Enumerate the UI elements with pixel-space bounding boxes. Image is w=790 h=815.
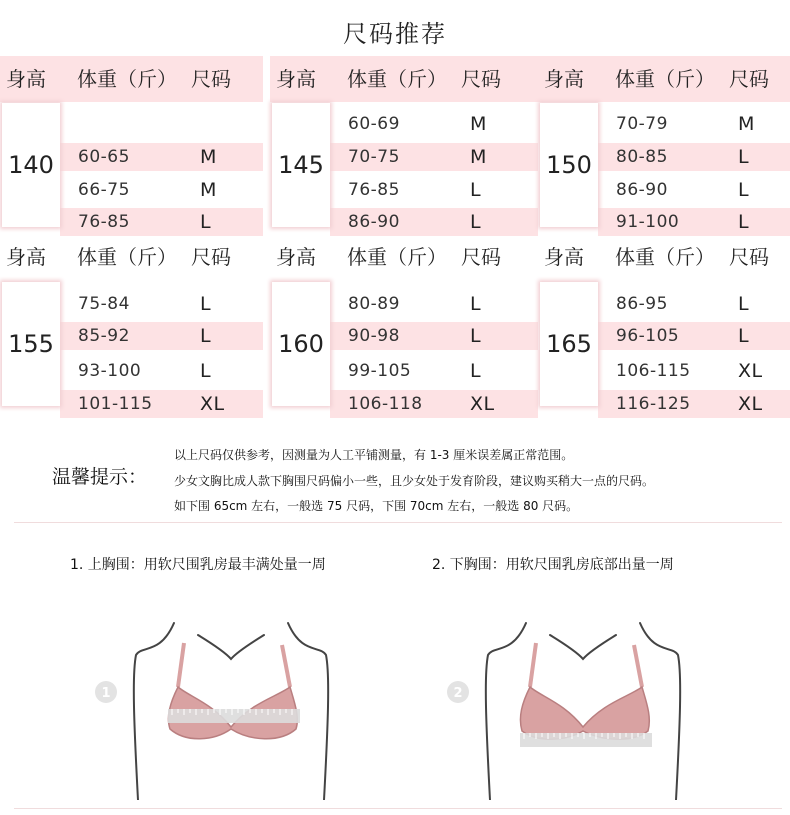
weight-cell: 66-75 — [78, 180, 130, 200]
size-cell: M — [200, 179, 217, 201]
weight-cell: 106-115 — [616, 361, 691, 381]
height-box — [2, 282, 60, 406]
height-value: 150 — [546, 151, 592, 179]
header-height: 身高 — [276, 245, 316, 269]
height-value: 165 — [546, 330, 592, 358]
weight-cell: 91-100 — [616, 212, 680, 232]
weight-cell: 70-75 — [348, 147, 400, 167]
weight-cell: 106-118 — [348, 394, 423, 414]
header-size: 尺码 — [461, 245, 501, 269]
size-cell: XL — [738, 360, 763, 382]
height-value: 145 — [278, 151, 324, 179]
weight-cell: 86-95 — [616, 294, 668, 314]
weight-cell: 96-105 — [616, 326, 680, 346]
tips-label: 温馨提示： — [52, 466, 148, 488]
size-cell: M — [470, 113, 487, 135]
header-weight: 体重（斤） — [615, 67, 715, 91]
weight-cell: 90-98 — [348, 326, 400, 346]
size-cell: L — [470, 211, 482, 233]
height-value: 140 — [8, 151, 54, 179]
header-height: 身高 — [544, 245, 584, 269]
weight-cell: 101-115 — [78, 394, 153, 414]
weight-cell: 116-125 — [616, 394, 691, 414]
size-cell: XL — [470, 393, 495, 415]
tip-line-3: 如下围 65cm 左右，一般选 75 尺码，下围 70cm 左右，一般选 80 尺码。 — [174, 499, 579, 513]
height-value: 160 — [278, 330, 324, 358]
bottom-divider — [14, 808, 782, 809]
weight-cell: 86-90 — [348, 212, 400, 232]
under-bust-illustration — [438, 615, 728, 800]
divider — [14, 522, 782, 523]
header-height: 身高 — [544, 67, 584, 91]
height-value: 155 — [8, 330, 54, 358]
weight-cell: 99-105 — [348, 361, 412, 381]
size-cell: L — [200, 211, 212, 233]
size-cell: L — [738, 179, 750, 201]
size-cell: L — [470, 360, 482, 382]
size-cell: M — [738, 113, 755, 135]
weight-cell: 60-65 — [78, 147, 130, 167]
size-cell: L — [738, 146, 750, 168]
size-cell: L — [738, 325, 750, 347]
measure-caption-2: 2. 下胸围：用软尺围乳房底部出量一周 — [432, 557, 674, 573]
page-title: 尺码推荐 — [343, 20, 447, 48]
header-size: 尺码 — [191, 245, 231, 269]
size-cell: L — [738, 293, 750, 315]
size-cell: L — [470, 325, 482, 347]
weight-cell: 93-100 — [78, 361, 142, 381]
header-size: 尺码 — [729, 67, 769, 91]
weight-cell: 86-90 — [616, 180, 668, 200]
tip-line-1: 以上尺码仅供参考，因测量为人工平铺测量，有 1-3 厘米误差属正常范围。 — [174, 448, 574, 462]
size-cell: M — [470, 146, 487, 168]
header-weight: 体重（斤） — [347, 245, 447, 269]
height-box — [540, 103, 598, 227]
size-cell: XL — [200, 393, 225, 415]
header-height: 身高 — [6, 67, 46, 91]
size-cell: L — [738, 211, 750, 233]
height-box — [272, 282, 330, 406]
tip-line-2: 少女文胸比成人款下胸围尺码偏小一些，且少女处于发育阶段，建议购买稍大一点的尺码。 — [174, 474, 655, 488]
header-size: 尺码 — [191, 67, 231, 91]
height-box — [540, 282, 598, 406]
weight-cell: 75-84 — [78, 294, 130, 314]
header-weight: 体重（斤） — [77, 245, 177, 269]
size-cell: L — [200, 293, 212, 315]
header-size: 尺码 — [461, 67, 501, 91]
weight-cell: 80-89 — [348, 294, 400, 314]
svg-text:2: 2 — [453, 686, 463, 701]
size-cell: L — [200, 360, 212, 382]
weight-cell: 76-85 — [348, 180, 400, 200]
header-height: 身高 — [6, 245, 46, 269]
weight-cell: 85-92 — [78, 326, 130, 346]
header-weight: 体重（斤） — [77, 67, 177, 91]
size-cell: L — [470, 293, 482, 315]
height-box — [272, 103, 330, 227]
weight-cell: 76-85 — [78, 212, 130, 232]
header-height: 身高 — [276, 67, 316, 91]
upper-bust-illustration — [86, 615, 376, 800]
size-cell: M — [200, 146, 217, 168]
header-weight: 体重（斤） — [615, 245, 715, 269]
measure-caption-1: 1. 上胸围：用软尺围乳房最丰满处量一周 — [70, 557, 326, 573]
height-box — [2, 103, 60, 227]
weight-cell: 80-85 — [616, 147, 668, 167]
weight-cell: 60-69 — [348, 114, 400, 134]
size-cell: L — [200, 325, 212, 347]
header-size: 尺码 — [729, 245, 769, 269]
size-cell: L — [470, 179, 482, 201]
svg-text:1: 1 — [101, 686, 111, 701]
header-weight: 体重（斤） — [347, 67, 447, 91]
size-cell: XL — [738, 393, 763, 415]
weight-cell: 70-79 — [616, 114, 668, 134]
